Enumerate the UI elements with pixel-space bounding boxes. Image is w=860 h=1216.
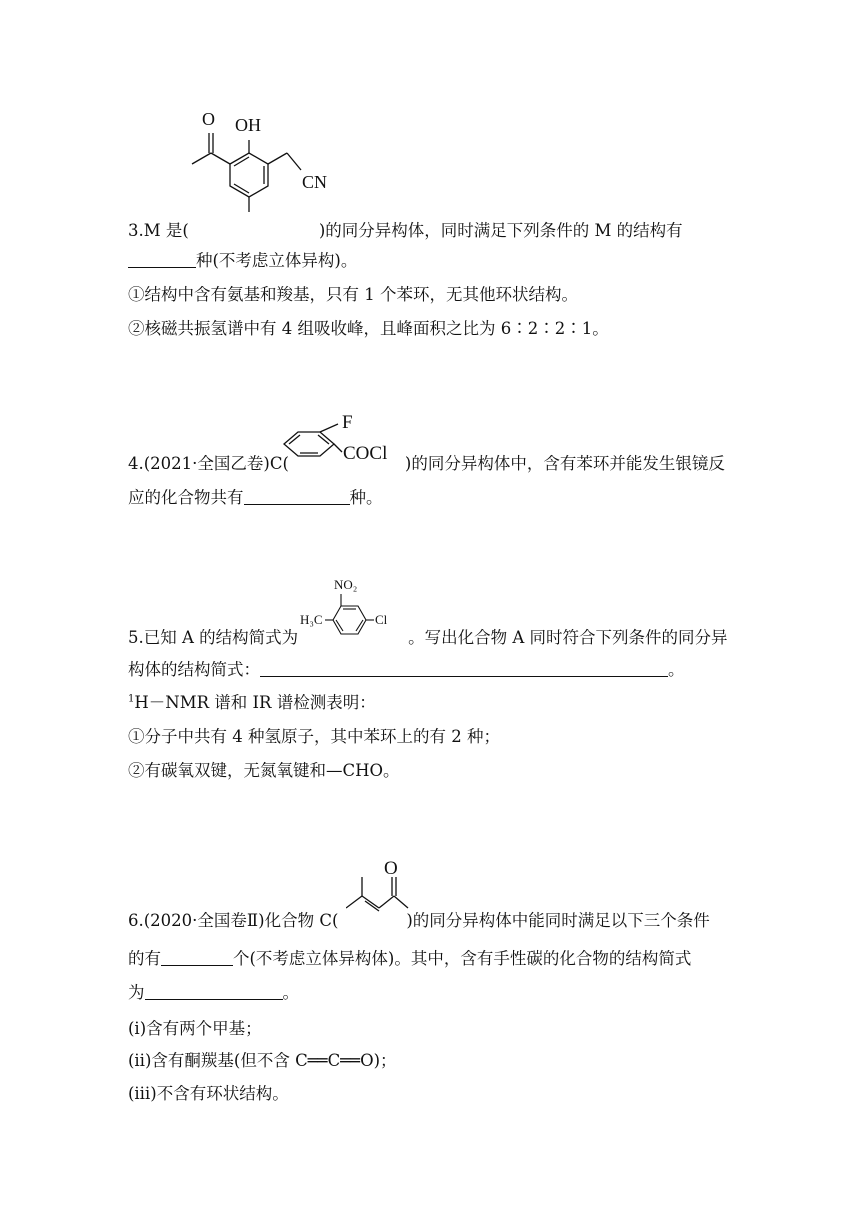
- q3-stem-line1: [128, 217, 683, 241]
- q5-nmr-line: [128, 689, 376, 713]
- q6-stem-line3: [128, 979, 299, 1003]
- q4-label-f: F: [342, 412, 353, 433]
- q6-prefix: 6.(2020·全国卷Ⅱ)化合物 C(: [128, 911, 339, 930]
- q4-stem-line2: [128, 484, 383, 508]
- q6-label-o: O: [384, 858, 398, 879]
- q3-structure: [180, 104, 340, 216]
- q5-nmr-text: H－NMR 谱和 IR 谱检测表明：: [134, 693, 376, 712]
- q4-suffix: )的同分异构体中，含有苯环并能发生银镜反: [404, 454, 725, 473]
- q4-prefix: 4.(2021·全国乙卷)C(: [128, 454, 289, 473]
- q6-condition-2: (ⅱ)含有酮羰基(但不含 C══C══O)；: [128, 1051, 397, 1070]
- q5-label-cl: Cl: [375, 612, 388, 627]
- q6-condition-3: (ⅲ)不含有环状结构。: [128, 1084, 289, 1103]
- q6-stem-line1: [128, 907, 710, 931]
- q6-line2-suffix: 个(不考虑立体异构体)。其中，含有手性碳的化合物的结构简式: [233, 949, 692, 968]
- q6-line3-suffix: 。: [282, 983, 299, 1002]
- q5-prefix: 5.已知 A 的结构简式为: [128, 628, 299, 647]
- q4-line2-prefix: 应的化合物共有: [128, 488, 244, 507]
- q4-label-cocl: COCl: [343, 443, 388, 464]
- q5-line2-prefix: 构体的结构简式：: [128, 660, 260, 679]
- q5-condition-2: ②有碳氧双键，无氮氧键和—CHO。: [128, 761, 400, 780]
- q5-nmr-superscript: 1: [128, 693, 135, 705]
- q3-stem-line2: [128, 247, 357, 271]
- q3-label-o: O: [202, 109, 215, 129]
- q5-suffix: 。写出化合物 A 同时符合下列条件的同分异: [408, 628, 728, 647]
- q3-label-oh: OH: [235, 115, 261, 135]
- q6-answer-blank-structure[interactable]: [145, 985, 283, 1000]
- q4-line2-suffix: 种。: [349, 488, 383, 507]
- q4-stem-line1: [128, 450, 725, 474]
- q3-prefix: 3.M 是(: [128, 221, 189, 240]
- q5-line2-suffix: 。: [668, 660, 685, 679]
- q6-condition-1: (ⅰ)含有两个甲基；: [128, 1019, 262, 1038]
- q6-stem-line2: [128, 945, 691, 969]
- q5-condition-1: ①分子中共有 4 种氢原子，其中苯环上的有 2 种；: [128, 727, 500, 746]
- q3-condition-2: ②核磁共振氢谱中有 4 组吸收峰，且峰面积之比为 6∶2∶2∶1。: [128, 319, 609, 338]
- q3-condition-1: ①结构中含有氨基和羧基，只有 1 个苯环，无其他环状结构。: [128, 285, 578, 304]
- q6-line2-prefix: 的有: [128, 949, 161, 968]
- q6-suffix: )的同分异构体中能同时满足以下三个条件: [406, 911, 710, 930]
- q3-line2-suffix: 种(不考虑立体异构)。: [196, 251, 358, 270]
- q5-stem-line2: [128, 656, 685, 680]
- q3-suffix: )的同分异构体，同时满足下列条件的 M 的结构有: [318, 221, 683, 240]
- q3-label-cn: CN: [302, 172, 328, 192]
- q4-answer-blank[interactable]: [244, 490, 350, 505]
- q5-label-h3c: H₃C: [300, 612, 323, 627]
- q6-line3-prefix: 为: [128, 983, 145, 1002]
- q5-stem-line1: [128, 624, 728, 648]
- q5-label-no2: NO₂: [334, 577, 358, 592]
- q6-answer-blank-count[interactable]: [161, 951, 233, 966]
- q3-answer-blank[interactable]: [128, 253, 196, 268]
- q5-answer-blank[interactable]: [260, 662, 668, 677]
